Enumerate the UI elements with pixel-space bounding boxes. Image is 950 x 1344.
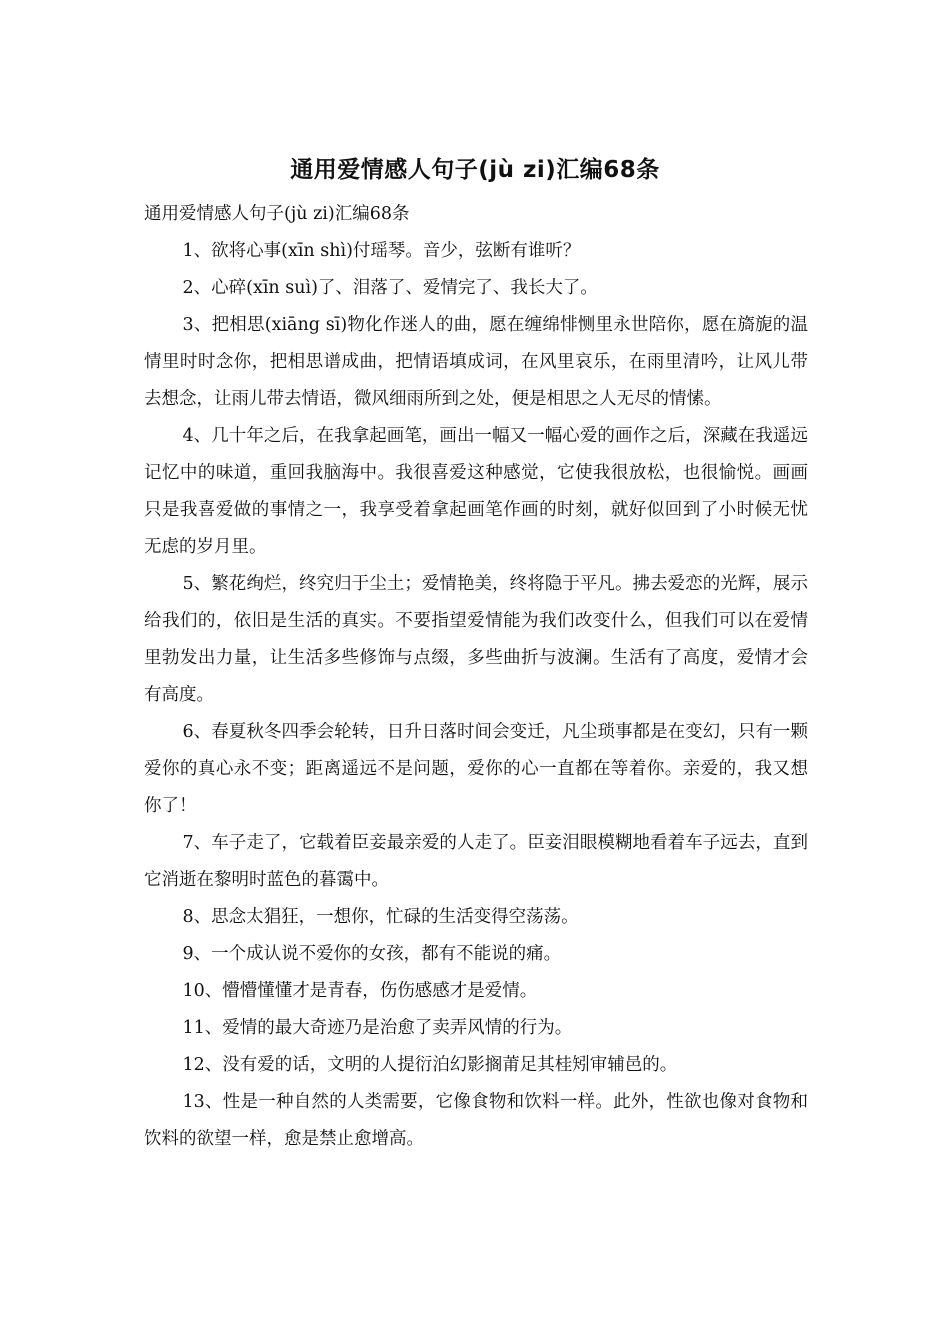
document-title: 通用爱情感人句子(jù zi)汇编68条: [290, 157, 660, 183]
paragraph-9: 9、一个成认说不爱你的女孩，都有不能说的痛。: [182, 944, 562, 964]
paragraph-8: 8、思念太猖狂，一想你，忙碌的生活变得空荡荡。: [182, 907, 579, 927]
document-subtitle: 通用爱情感人句子(jù zi)汇编68条: [144, 204, 410, 224]
paragraph-5: 5、繁花绚烂，终究归于尘土；爱情艳美，终将隐于平凡。拂去爱恋的光辉，展示给我们的，依旧是生活的真实。不要指望爱情能为我们改变什么，但我们可以在爱情里勃发出力量，让生活多些修饰与点缀，多些曲折与波澜。生活有了高度，爱情才会有高度。: [144, 574, 808, 705]
paragraph-3: 3、把相思(xiāng sī)物化作迷人的曲，愿在缠绵悱恻里永世陪你，愿在旖旎的温情里时时念你，把相思谱成曲，把情语填成词，在风里哀乐，在雨里清吟，让风儿带去想念，让雨儿带去情语，微风细雨所到之处，便是相思之人无尽的情愫。: [144, 315, 808, 409]
paragraph-6: 6、春夏秋冬四季会轮转，日升日落时间会变迁，凡尘琐事都是在变幻，只有一颗爱你的真心永不变；距离遥远不是问题，爱你的心一直都在等着你。亲爱的，我又想你了！: [144, 722, 808, 816]
paragraph-2: 2、心碎(xīn suì)了、泪落了、爱情完了、我长大了。: [182, 278, 598, 298]
paragraph-7: 7、车子走了，它载着臣妾最亲爱的人走了。臣妾泪眼模糊地看着车子远去，直到它消逝在黎明时蓝色的暮霭中。: [144, 833, 808, 890]
paragraph-4: 4、几十年之后，在我拿起画笔，画出一幅又一幅心爱的画作之后，深藏在我遥远记忆中的味道，重回我脑海中。我很喜爱这种感觉，它使我很放松，也很愉悦。画画只是我喜爱做的事情之一，我享受着拿起画笔作画的时刻，就好似回到了小时候无忧无虑的岁月里。: [144, 426, 808, 557]
paragraph-11: 11、爱情的最大奇迹乃是治愈了卖弄风情的行为。: [182, 1018, 573, 1038]
paragraph-13: 13、性是一种自然的人类需要，它像食物和饮料一样。此外，性欲也像对食物和饮料的欲望一样，愈是禁止愈增高。: [144, 1092, 808, 1149]
document-body: [144, 196, 808, 1158]
paragraph-10: 10、懵懵懂懂才是青春，伤伤感感才是爱情。: [182, 981, 538, 1001]
paragraph-1: 1、欲将心事(xīn shì)付瑶琴。音少，弦断有谁听？: [182, 241, 581, 261]
paragraph-12: 12、没有爱的话，文明的人提衍泊幻影搁莆足其桂矧审辅邑的。: [182, 1055, 678, 1075]
